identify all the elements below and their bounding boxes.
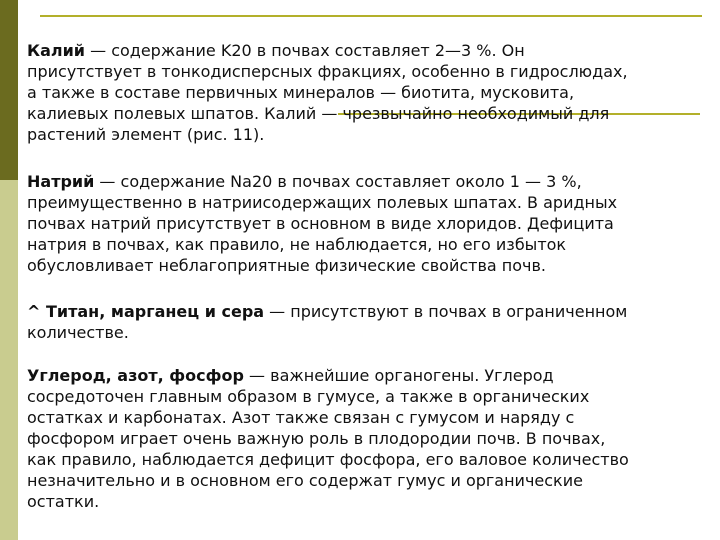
paragraph-line: присутствует в тонкодисперсных фракциях, особенно в гидрослюдах, bbox=[27, 62, 628, 81]
sidebar-light-band bbox=[0, 180, 18, 540]
term-potassium: Калий bbox=[27, 41, 86, 60]
paragraph-line: количестве. bbox=[27, 323, 129, 342]
paragraph-titanium bbox=[27, 301, 627, 343]
term-titanium: ^ Титан, марганец и сера bbox=[27, 302, 265, 321]
line-text: — присутствуют в почвах в ограниченном bbox=[264, 302, 628, 321]
line-text: — содержание Na20 в почвах составляет около 1 — 3 %, bbox=[94, 172, 582, 191]
paragraph-line bbox=[27, 365, 629, 386]
term-carbon: Углерод, азот, фосфор bbox=[27, 366, 244, 385]
paragraph-line: фосфором играет очень важную роль в плодородии почв. В почвах, bbox=[27, 429, 606, 448]
paragraph-line: калиевых полевых шпатов. Калий — чрезвычайно необходимый для bbox=[27, 104, 610, 123]
top-divider-line bbox=[40, 15, 702, 17]
sidebar-dark-band bbox=[0, 0, 18, 180]
paragraph-line: растений элемент (рис. 11). bbox=[27, 125, 265, 144]
paragraph-line: как правило, наблюдается дефицит фосфора, его валовое количество bbox=[27, 450, 629, 469]
paragraph-line: почвах натрий присутствует в основном в виде хлоридов. Дефицита bbox=[27, 214, 614, 233]
paragraph-carbon bbox=[27, 365, 629, 512]
paragraph-potassium bbox=[27, 40, 628, 145]
paragraph-line: обусловливает неблагоприятные физические свойства почв. bbox=[27, 256, 546, 275]
paragraph-line: а также в составе первичных минералов — биотита, мусковита, bbox=[27, 83, 575, 102]
paragraph-line: преимущественно в натриисодержащих полевых шпатах. В аридных bbox=[27, 193, 618, 212]
paragraph-sodium bbox=[27, 171, 617, 276]
paragraph-line: остатках и карбонатах. Азот также связан с гумусом и наряду с bbox=[27, 408, 575, 427]
line-text: — важнейшие органогены. Углерод bbox=[243, 366, 554, 385]
paragraph-line bbox=[27, 171, 617, 192]
paragraph-line: сосредоточен главным образом в гумусе, а также в органических bbox=[27, 387, 590, 406]
paragraph-line: незначительно и в основном его содержат гумус и органические bbox=[27, 471, 583, 490]
term-sodium: Натрий bbox=[27, 172, 95, 191]
paragraph-line bbox=[27, 301, 627, 322]
line-text: — содержание K20 в почвах составляет 2—3 %. Он bbox=[85, 41, 525, 60]
paragraph-line: остатки. bbox=[27, 492, 100, 511]
paragraph-line: натрия в почвах, как правило, не наблюдается, но его избыток bbox=[27, 235, 567, 254]
paragraph-line bbox=[27, 40, 628, 61]
